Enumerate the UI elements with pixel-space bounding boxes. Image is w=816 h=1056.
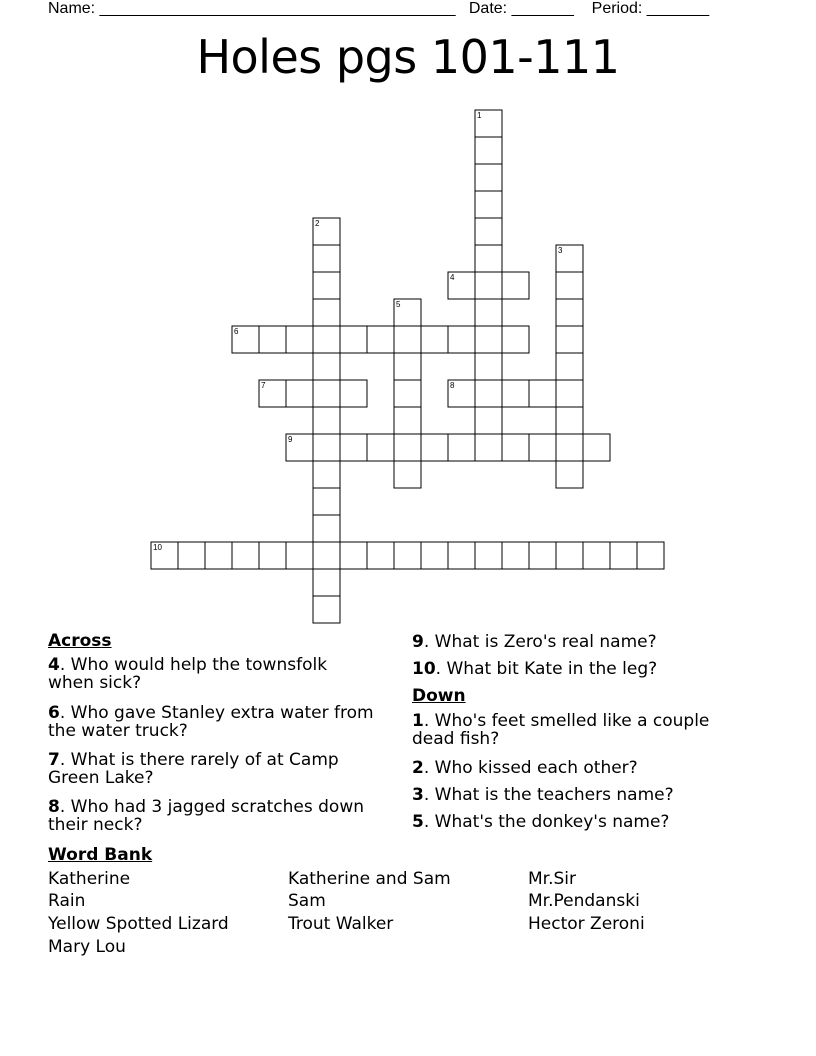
crossword-cell[interactable] <box>556 353 583 380</box>
crossword-cell[interactable] <box>313 326 340 353</box>
crossword-cell[interactable] <box>529 380 556 407</box>
crossword-cell[interactable] <box>421 542 448 569</box>
crossword-cell[interactable] <box>367 434 394 461</box>
crossword-cell[interactable] <box>313 461 340 488</box>
down-clue: 2. Who kissed each other? <box>412 758 638 778</box>
crossword-cell[interactable] <box>556 542 583 569</box>
crossword-cell[interactable] <box>556 461 583 488</box>
crossword-cell[interactable] <box>502 542 529 569</box>
down-clue: 3. What is the teachers name? <box>412 785 674 805</box>
clue-number: 8 <box>48 797 60 817</box>
crossword-cell[interactable] <box>313 245 340 272</box>
clue-text: What is Zero's real name? <box>434 632 657 652</box>
date-blank[interactable]: _______ <box>511 0 574 17</box>
period-blank[interactable]: _______ <box>646 0 710 17</box>
crossword-cell[interactable] <box>394 326 421 353</box>
clue-number: 7 <box>48 750 60 770</box>
crossword-cell[interactable] <box>475 245 502 272</box>
word-bank-word: Sam <box>288 891 326 911</box>
clue-number: 5 <box>412 812 424 832</box>
period-label: Period: <box>591 0 643 17</box>
crossword-cell[interactable] <box>475 218 502 245</box>
crossword-cell[interactable] <box>313 542 340 569</box>
crossword-cell[interactable] <box>502 272 529 299</box>
crossword-cell[interactable] <box>394 542 421 569</box>
crossword-cell[interactable] <box>313 434 340 461</box>
crossword-cell[interactable] <box>340 380 367 407</box>
word-bank-word: Yellow Spotted Lizard <box>48 914 229 934</box>
crossword-cell[interactable] <box>340 542 367 569</box>
crossword-cell[interactable] <box>313 515 340 542</box>
clue-number: 9 <box>412 632 424 652</box>
crossword-cell[interactable] <box>313 272 340 299</box>
crossword-cell[interactable] <box>394 434 421 461</box>
across-heading: Across <box>48 631 112 651</box>
crossword-cell[interactable] <box>475 542 502 569</box>
clue-number: 10 <box>412 659 436 679</box>
clue-text: Who kissed each other? <box>434 758 638 778</box>
crossword-cell[interactable] <box>475 434 502 461</box>
crossword-cell[interactable] <box>340 326 367 353</box>
crossword-cell[interactable] <box>313 380 340 407</box>
crossword-cell[interactable] <box>583 434 610 461</box>
crossword-cell[interactable] <box>394 461 421 488</box>
crossword-cell[interactable] <box>529 434 556 461</box>
cell-number: 8 <box>450 381 455 390</box>
down-clue: 5. What's the donkey's name? <box>412 812 670 832</box>
cell-number: 6 <box>234 327 239 336</box>
name-blank[interactable]: ________________________________________ <box>99 0 456 17</box>
cell-number: 4 <box>450 273 455 282</box>
clue-number: 3 <box>412 785 424 805</box>
crossword-cell[interactable] <box>556 407 583 434</box>
clue-text: Who would help the townsfolk when sick? <box>48 655 328 693</box>
clue-number: 6 <box>48 703 60 723</box>
crossword-cell[interactable] <box>475 380 502 407</box>
crossword-cell[interactable] <box>259 542 286 569</box>
crossword-cell[interactable] <box>475 164 502 191</box>
crossword-cell[interactable] <box>556 380 583 407</box>
crossword-cell[interactable] <box>475 353 502 380</box>
down-heading: Down <box>412 686 466 706</box>
cell-number: 1 <box>477 111 482 120</box>
clue-text: Who gave Stanley extra water from the water truck? <box>48 703 374 741</box>
crossword-cell[interactable] <box>475 299 502 326</box>
crossword-cell[interactable] <box>502 434 529 461</box>
crossword-cell[interactable] <box>556 299 583 326</box>
page-title: Holes pgs 101-111 <box>196 30 620 84</box>
across-clue: 7. What is there rarely of at Camp Green Lake? <box>48 750 339 788</box>
clue-text: What is the teachers name? <box>434 785 674 805</box>
cell-number: 5 <box>396 300 401 309</box>
cell-number: 3 <box>558 246 563 255</box>
crossword-cell[interactable] <box>394 353 421 380</box>
clue-text: Who's feet smelled like a couple dead fish? <box>412 711 710 749</box>
crossword-cell[interactable] <box>475 272 502 299</box>
name-label: Name: <box>48 0 96 17</box>
crossword-cell[interactable] <box>394 407 421 434</box>
crossword-cell[interactable] <box>313 407 340 434</box>
word-bank-word: Trout Walker <box>288 914 394 934</box>
word-bank-heading: Word Bank <box>48 845 153 865</box>
crossword-cell[interactable] <box>448 434 475 461</box>
crossword-cell[interactable] <box>421 326 448 353</box>
crossword-cell[interactable] <box>448 542 475 569</box>
crossword-cell[interactable] <box>502 380 529 407</box>
crossword-cell[interactable] <box>286 326 313 353</box>
crossword-cell[interactable] <box>367 326 394 353</box>
across-clue: 6. Who gave Stanley extra water from the water truck? <box>48 703 374 741</box>
crossword-cell[interactable] <box>259 326 286 353</box>
crossword-cell[interactable] <box>313 353 340 380</box>
crossword-cell[interactable] <box>313 488 340 515</box>
crossword-cell[interactable] <box>340 434 367 461</box>
word-bank-word: Mary Lou <box>48 937 126 957</box>
crossword-cell[interactable] <box>286 380 313 407</box>
clue-number: 2 <box>412 758 424 778</box>
word-bank-word: Katherine and Sam <box>288 869 451 889</box>
crossword-cell[interactable] <box>421 434 448 461</box>
crossword-cell[interactable] <box>556 326 583 353</box>
clue-text: What bit Kate in the leg? <box>446 659 658 679</box>
crossword-cell[interactable] <box>313 596 340 623</box>
clue-text: Who had 3 jagged scratches down their neck? <box>48 797 365 835</box>
word-bank-word: Mr.Pendanski <box>528 891 640 911</box>
crossword-cell[interactable] <box>313 569 340 596</box>
word-bank-word: Hector Zeroni <box>528 914 645 934</box>
word-bank-word: Rain <box>48 891 86 911</box>
clue-number: 1 <box>412 711 424 731</box>
across-clue: 4. Who would help the townsfolk when sick? <box>48 655 328 693</box>
crossword-cell[interactable] <box>205 542 232 569</box>
crossword-cell[interactable] <box>475 407 502 434</box>
crossword-cell[interactable] <box>556 272 583 299</box>
cell-number: 10 <box>153 543 162 552</box>
word-bank-word: Katherine <box>48 869 131 889</box>
down-clue: 1. Who's feet smelled like a couple dead fish? <box>412 711 710 749</box>
word-bank-word: Mr.Sir <box>528 869 577 889</box>
crossword-cell[interactable] <box>448 326 475 353</box>
clue-text: What's the donkey's name? <box>434 812 670 832</box>
crossword-cell[interactable] <box>583 542 610 569</box>
across-clue: 10. What bit Kate in the leg? <box>412 659 658 679</box>
crossword-cell[interactable] <box>529 542 556 569</box>
crossword-cell[interactable] <box>313 299 340 326</box>
crossword-cell[interactable] <box>475 191 502 218</box>
cell-number: 9 <box>288 435 293 444</box>
crossword-cell[interactable] <box>556 434 583 461</box>
crossword-cell[interactable] <box>475 137 502 164</box>
crossword-cell[interactable] <box>367 542 394 569</box>
crossword-cell[interactable] <box>232 542 259 569</box>
crossword-cell[interactable] <box>475 326 502 353</box>
across-clue: 9. What is Zero's real name? <box>412 632 657 652</box>
crossword-cell[interactable] <box>178 542 205 569</box>
clue-number: 4 <box>48 655 60 675</box>
cell-number: 7 <box>261 381 266 390</box>
cell-number: 2 <box>315 219 320 228</box>
crossword-cell[interactable] <box>502 326 529 353</box>
crossword-cell[interactable] <box>637 542 664 569</box>
date-label: Date: <box>468 0 508 17</box>
crossword-cell[interactable] <box>286 542 313 569</box>
crossword-cell[interactable] <box>394 380 421 407</box>
across-clue: 8. Who had 3 jagged scratches down their neck? <box>48 797 365 835</box>
clue-text: What is there rarely of at Camp Green Lake? <box>48 750 339 788</box>
crossword-cell[interactable] <box>610 542 637 569</box>
